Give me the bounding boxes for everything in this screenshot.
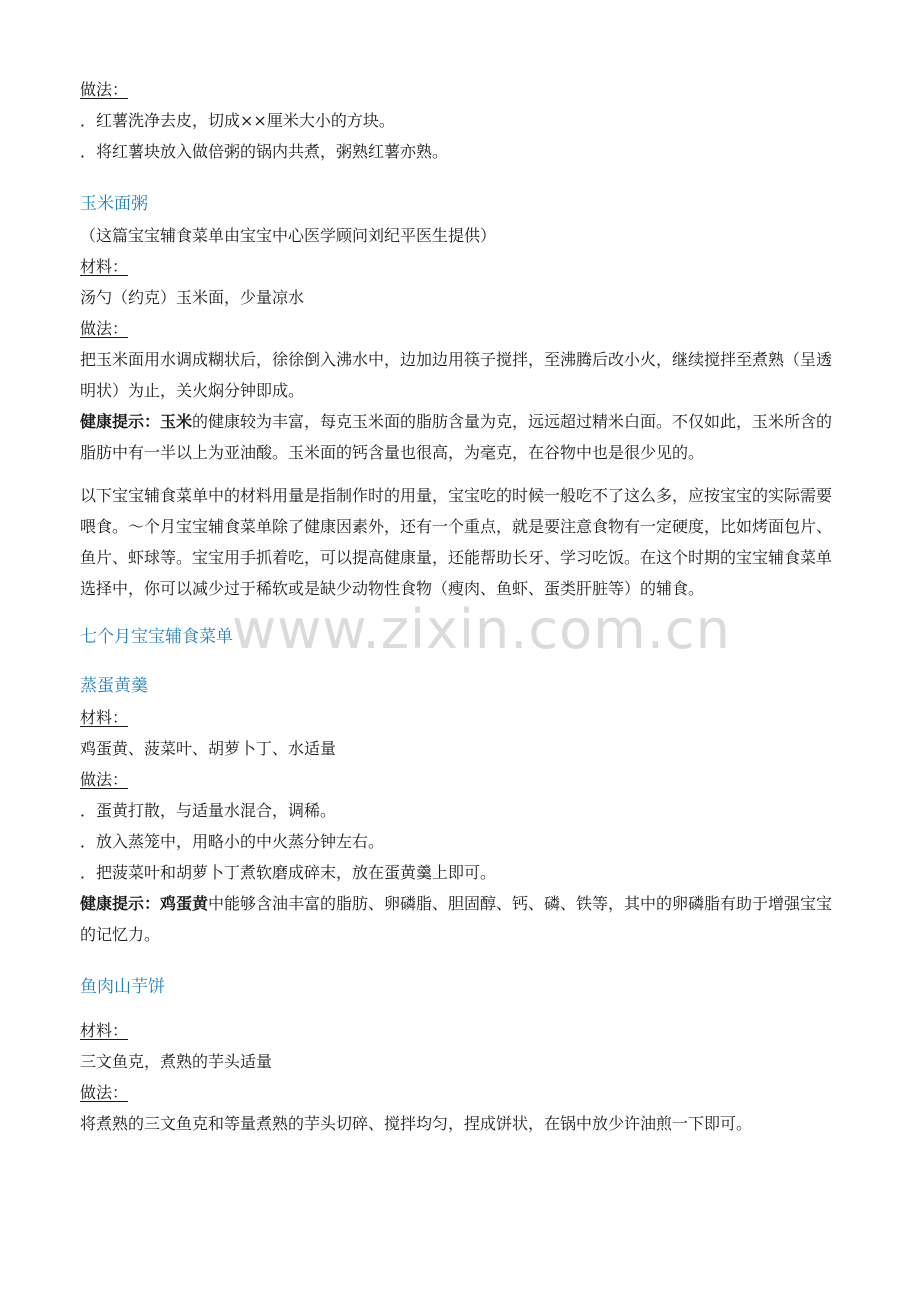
intro-paragraph: 以下宝宝辅食菜单中的材料用量是指制作时的用量，宝宝吃的时候一般吃不了这么多，应按宝宝的实际需要喂食。～个月宝宝辅食菜单除了健康因素外，还有一个重点，就是要注意食物有一定硬度，比如烤面包片、鱼片、虾球等。宝宝用手抓着吃，可以提高健康量，还能帮助长牙、学习吃饭。在这个时期的宝宝辅食菜单选择中，你可以减少过于稀软或是缺少动物性食物（瘦肉、鱼虾、蛋类肝脏等）的辅食。	[80, 486, 833, 598]
method-label: 做法：	[80, 770, 129, 789]
method-label: 做法：	[80, 319, 129, 338]
materials-label: 材料：	[80, 708, 129, 727]
method-step: ．放入蒸笼中，用略小的中火蒸分钟左右。	[80, 832, 385, 851]
health-tip-text: 的健康较为丰富，每克玉米面的脂肪含量为克，远远超过精米白面。不仅如此，玉米所含的脂肪中有一半以上为亚油酸。玉米面的钙含量也很高，为毫克，在谷物中也是很少见的。	[80, 412, 833, 462]
materials-text: 三文鱼克，煮熟的芋头适量	[80, 1052, 273, 1071]
recipe-title: 蒸蛋黄羹	[80, 676, 148, 696]
health-tip-text: 中能够含油丰富的脂肪、卵磷脂、胆固醇、钙、磷、铁等，其中的卵磷脂有助于增强宝宝的记忆力。	[80, 894, 833, 944]
method-text: 把玉米面用水调成糊状后，徐徐倒入沸水中，边加边用筷子搅拌，至沸腾后改小火，继续搅拌至煮熟（呈透明状）为止，关火焖分钟即成。	[80, 350, 833, 400]
method-step: ．将红薯块放入做倍粥的锅内共煮，粥熟红薯亦熟。	[80, 142, 449, 161]
health-tip-label: 健康提示：	[80, 894, 161, 913]
method-text: 将煮熟的三文鱼克和等量煮熟的芋头切碎、搅拌均匀，捏成饼状，在锅中放少许油煎一下即可。	[80, 1114, 753, 1133]
method-label: 做法：	[80, 80, 129, 99]
watermark-text: www.zixin.com.cn	[232, 598, 731, 661]
materials-text: 汤勺（约克）玉米面，少量凉水	[80, 288, 305, 307]
document-page	[80, 74, 840, 1139]
materials-label: 材料：	[80, 1021, 129, 1040]
method-step: ．红薯洗净去皮，切成××厘米大小的方块。	[80, 111, 395, 130]
recipe-title: 玉米面粥	[80, 194, 148, 214]
health-tip	[80, 406, 840, 468]
method-step: ．把菠菜叶和胡萝卜丁煮软磨成碎末，放在蛋黄羹上即可。	[80, 863, 497, 882]
method-label: 做法：	[80, 1083, 129, 1102]
health-tip-keyword: 玉米	[160, 412, 193, 431]
health-tip-keyword: 鸡蛋黄	[160, 894, 209, 913]
materials-label: 材料：	[80, 257, 129, 276]
section-heading: 七个月宝宝辅食菜单	[80, 627, 233, 647]
materials-text: 鸡蛋黄、菠菜叶、胡萝卜丁、水适量	[80, 739, 337, 758]
recipe-note: （这篇宝宝辅食菜单由宝宝中心医学顾问刘纪平医生提供）	[80, 226, 497, 245]
method-step: ．蛋黄打散，与适量水混合，调稀。	[80, 801, 337, 820]
health-tip-label: 健康提示：	[80, 412, 161, 431]
recipe-title: 鱼肉山芋饼	[80, 977, 165, 997]
health-tip	[80, 888, 840, 950]
